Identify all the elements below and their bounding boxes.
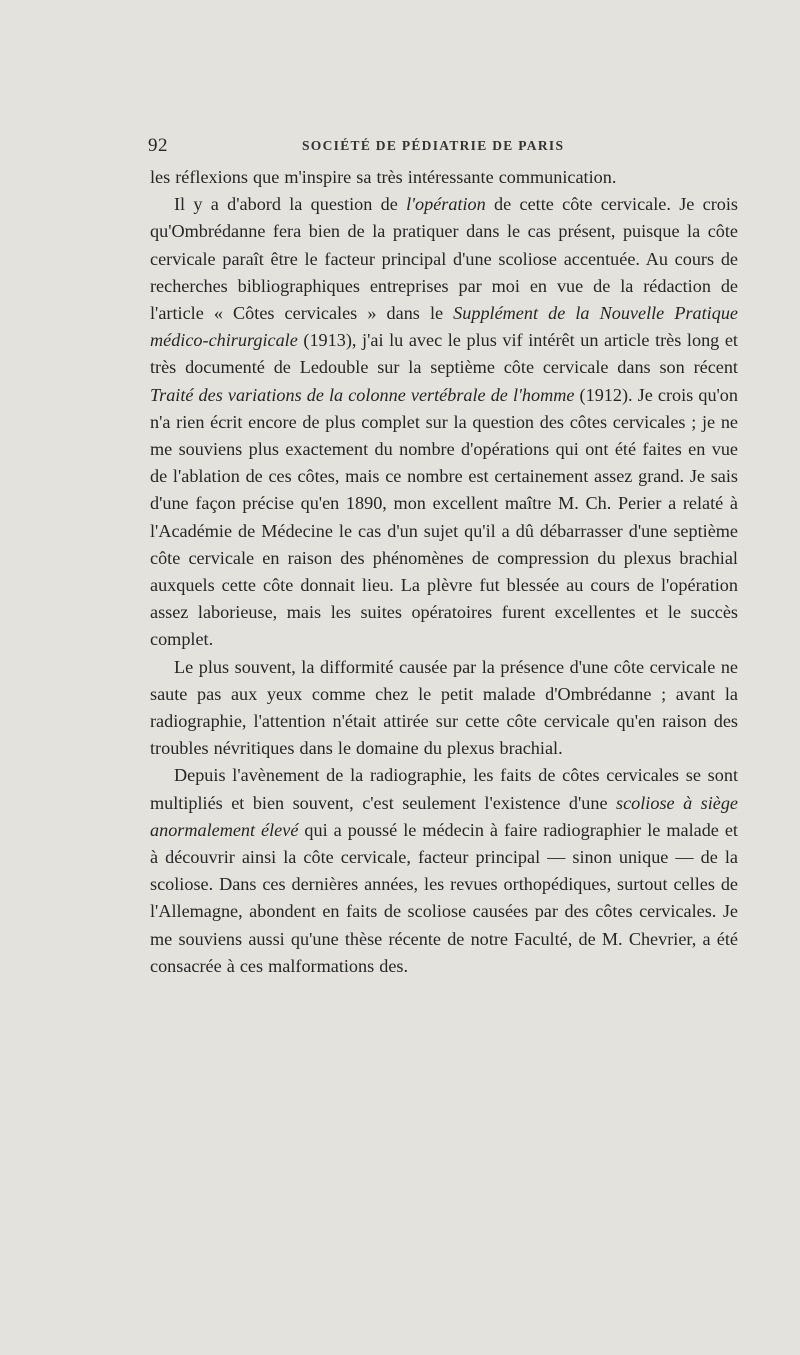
paragraph-difformite [150, 654, 738, 763]
paragraph-continuation [150, 164, 738, 191]
running-head [150, 130, 738, 164]
paragraph-radiographie [150, 762, 738, 980]
text-run: Il y a d'abord la question de [174, 194, 407, 215]
page-number: 92 [148, 135, 168, 156]
text-run: qui a poussé le médecin à faire radiographier le malade et à découvrir ainsi la côte cervicale, facteur principal — sinon unique — de la scoliose. Dans ces dernières années, les revues orthopédiques, surtout celles de l'Allemagne, abondent en faits de scoliose causées par des côtes cervicales. Je me souviens aussi qu'une thèse récente de notre Faculté, de M. Chevrier, a été consacrée à ces malformations des. [150, 819, 738, 976]
italic-text-run: l'opération [406, 194, 486, 215]
text-run: (1912). Je crois qu'on n'a rien écrit encore de plus complet sur la question des côtes cervicales ; je ne me souviens plus exactement du nombre d'opérations qui ont été faites en vue de l'ablation de ces côtes, mais ce nombre est certainement assez grand. Je sais d'une façon précise qu'en 1890, mon excellent maître M. Ch. Perier a relaté à l'Académie de Médecine le cas d'un sujet qu'il a dû débarrasser d'une septième côte cervicale en raison des phénomènes de compression du plexus brachial auxquels cette côte donnait lieu. La plèvre fut blessée au cours de l'opération assez laborieuse, mais les suites opératoires furent excellentes et le succès complet. [150, 384, 738, 650]
body-text [150, 164, 738, 980]
italic-text-run: scoliose à siège anormalement élevé [150, 792, 738, 840]
text-run: de cette côte cervicale. Je crois qu'Ombrédanne fera bien de la pratiquer dans le cas présent, puisque la côte cervicale paraît être le facteur principal d'une scoliose accentuée. Au cours de recherches bibliographiques entreprises par moi en vue de la rédaction de l'article « Côtes cervicales » dans le [150, 194, 738, 324]
running-title: SOCIÉTÉ DE PÉDIATRIE DE PARIS [302, 138, 565, 153]
italic-text-run: Traité des variations de la colonne vertébrale de l'homme [150, 384, 575, 405]
text-run: Depuis l'avènement de la radiographie, les faits de côtes cervicales se sont multipliés et bien souvent, c'est seulement l'existence d'une [150, 765, 738, 813]
page [150, 130, 738, 980]
text-run: Le plus souvent, la difformité causée par la présence d'une côte cervicale ne saute pas aux yeux comme chez le petit malade d'Ombrédanne ; avant la radiographie, l'attention n'était attirée sur cette côte cervicale qu'en raison des troubles névritiques dans le domaine du plexus brachial. [150, 656, 738, 759]
text-run: (1913), j'ai lu avec le plus vif intérêt un article très long et très documenté de Ledouble sur la septième côte cervicale dans son récent [150, 330, 738, 378]
text-run: les réflexions que m'inspire sa très intéressante communication. [150, 167, 617, 187]
italic-text-run: Supplément de la Nouvelle Pratique médico-chirurgicale [150, 303, 738, 351]
paragraph-operation [150, 191, 738, 653]
